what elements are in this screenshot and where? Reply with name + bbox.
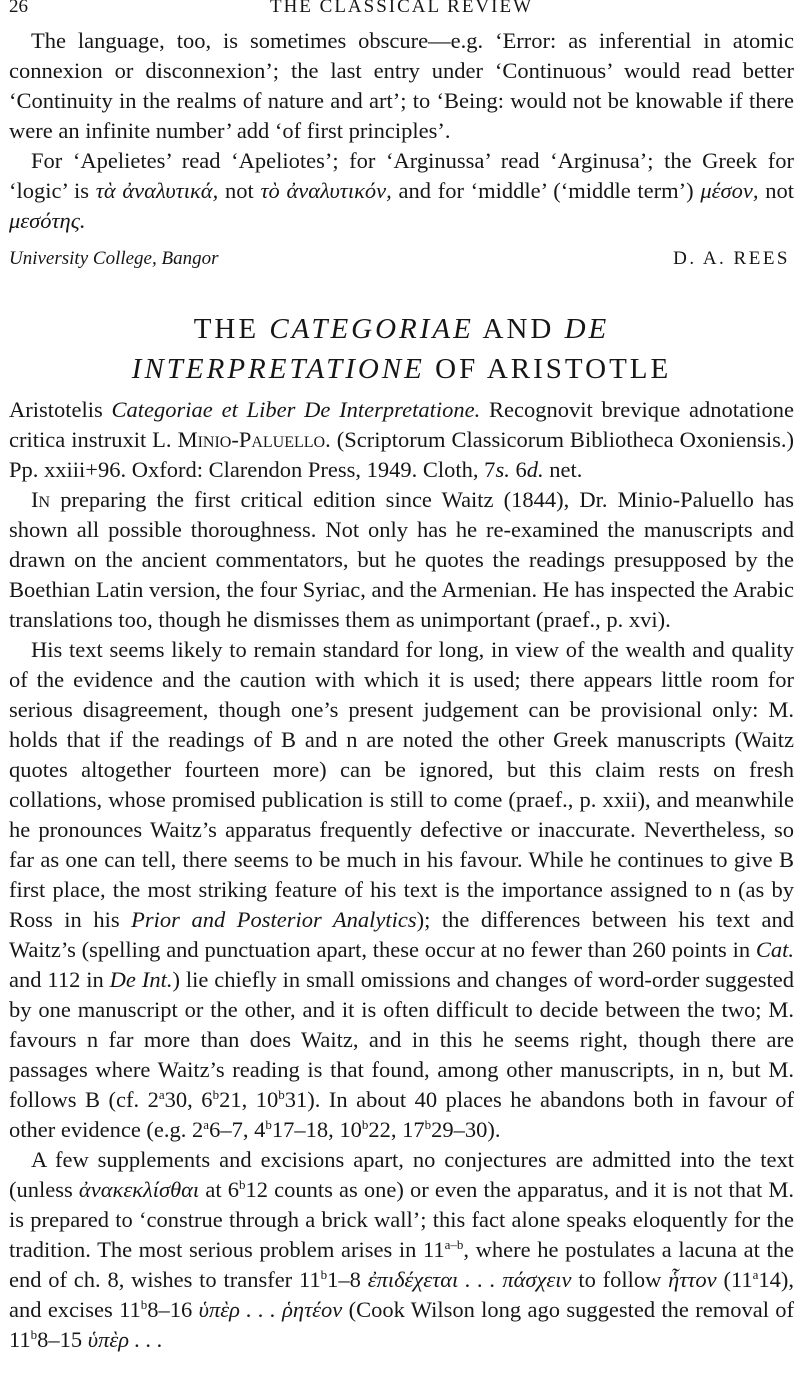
title-word: CATEGORIAE [269, 313, 474, 345]
superscript: a [752, 1267, 759, 1282]
text-run: (Cook Wilson long ago suggested the removal of 11 [9, 1297, 795, 1352]
journal-title: THE CLASSICAL REVIEW [269, 0, 534, 17]
review-signoff [9, 247, 794, 271]
greek-term: ἧττον [668, 1267, 717, 1292]
italic-title: Prior and Posterior Analytics [131, 907, 417, 932]
text-run: 1–8 [327, 1267, 361, 1292]
review-paragraph [9, 635, 794, 1145]
running-head [9, 0, 794, 18]
greek-term: μέσον, [700, 178, 759, 203]
biblio-title: Categoriae et Liber De Interpretatione. [111, 397, 481, 422]
greek-term: ἀνακεκλίσθαι [78, 1177, 200, 1202]
lead-word: In [31, 487, 51, 512]
text-run: 22, 17 [368, 1117, 425, 1142]
text-run: A few supplements and excisions apart, no conjectures are admitted into the text (unless [9, 1147, 794, 1202]
superscript: a–b [444, 1237, 464, 1252]
bibliographic-entry [9, 395, 794, 485]
biblio-editor: Minio-Paluello. [177, 427, 331, 452]
title-word: AND [482, 313, 555, 345]
text-run: 17–18, 10 [271, 1117, 362, 1142]
superscript: b [212, 1087, 220, 1102]
biblio-text: Recognovit brevique adnotatione critica instruxit L. [9, 397, 794, 452]
biblio-text: d. [526, 457, 544, 482]
text-run: at 6 [205, 1177, 239, 1202]
text-run: 30, 6 [164, 1087, 213, 1112]
text-run: For ‘Apelietes’ read ‘Apeliotes’; for ‘Arginussa’ read ‘Arginusa’; the Greek for ‘logic’ is [9, 148, 794, 203]
page-number: 26 [9, 0, 28, 17]
greek-term: μεσότης. [9, 208, 86, 233]
paragraph-text: preparing the first critical edition since Waitz (1844), Dr. Minio-Paluello has shown all possible thoroughness. Not only has he re-examined the manuscripts and drawn on the ancient commentators, but he quotes the readings presupposed by the Boethian Latin version, the four Syriac, and the Armenian. He has inspected the Arabic translations too, though he dismisses them as unimportant (praef., p. xvi). [9, 487, 795, 632]
greek-term: ὑπὲρ . . . ῥητέον [198, 1297, 343, 1322]
italic-title: Cat. [755, 937, 795, 962]
text-run: , where he postulates a lacuna at the end of ch. 8, wishes to transfer 11 [9, 1237, 794, 1292]
text-run: 31). In about 40 places he abandons both in favour of other evidence (e.g. 2 [9, 1087, 795, 1142]
text-run: 29–30). [431, 1117, 501, 1142]
superscript: a [158, 1087, 165, 1102]
text-run: ) lie chiefly in small omissions and changes of word-order suggested by one manuscript or the other, and it is often difficult to decide between the two; M. favours n far more than does Waitz, and in this he seems right, though there are passages where Waitz’s reading is that found, among other manuscripts, in n, but M. follows B (cf. 2 [9, 967, 795, 1112]
superscript: b [320, 1267, 328, 1282]
previous-review-paragraph [9, 146, 794, 236]
text-run: to follow [578, 1267, 662, 1292]
superscript: b [238, 1177, 246, 1192]
text-run: not [765, 178, 794, 203]
text-run: and for ‘middle’ (‘middle term’) [398, 178, 694, 203]
superscript: b [140, 1297, 148, 1312]
text-run: 6–7, 4 [209, 1117, 266, 1142]
previous-review-paragraph [9, 26, 794, 146]
biblio-text: net. [549, 457, 583, 482]
title-word: INTERPRETATIONE [131, 353, 425, 385]
title-word: DE [564, 313, 610, 345]
superscript: a [203, 1117, 210, 1132]
biblio-text: 6 [515, 457, 527, 482]
greek-term: τὰ ἀναλυτικά, [95, 178, 219, 203]
reviewer-name: D. A. REES [673, 248, 790, 269]
review-paragraph [9, 485, 794, 635]
greek-term: τὸ ἀναλυτικόν, [260, 178, 392, 203]
text-run: not [224, 178, 254, 203]
text-run: (11 [723, 1267, 753, 1292]
title-word: THE [193, 313, 260, 345]
text-run: His text seems likely to remain standard for long, in view of the wealth and quality of the evidence and the caution with which it is used; there appears little room for serious disagreement, though one’s present judgement can be provisional only: M. holds that if the readings of B and n are noted the other Greek manuscripts (Waitz quotes altogether fourteen more) can be ignored, but this claim rests on fresh collations, whose promised publication is still to come (praef., p. xxii), and meanwhile he pronounces Waitz’s apparatus frequently defective or inaccurate. Nevertheless, so far as one can tell, there seems to be much in his favour. While he continues to give B first place, the most striking feature of his text is the importance assigned to n (as by Ross in his [9, 637, 794, 932]
text-run: ); the differences between his text and Waitz’s (spelling and punctuation apart, these occur at no fewer than 260 points in [9, 907, 795, 962]
superscript: b [278, 1087, 285, 1102]
review-paragraph [9, 1145, 794, 1355]
biblio-text: s. [495, 457, 510, 482]
text-run: 21, 10 [219, 1087, 279, 1112]
biblio-text: (Scriptorum Classicorum Bibliotheca Oxoniensis.) Pp. xxiii+96. Oxford: Clarendon Press, 1949. Cloth, 7 [9, 427, 795, 482]
title-word: OF ARISTOTLE [435, 353, 672, 385]
text-run: 8–15 [37, 1327, 83, 1352]
greek-term: ὑπὲρ . . . [87, 1327, 163, 1352]
paragraph-text: The language, too, is sometimes obscure—e.g. ‘Error: as inferential in atomic connexion or disconnexion’; the last entry under ‘Continuous’ would read better ‘Continuity in the realms of nature and art’; to ‘Being: would not be knowable if there were an infinite number’ add ‘of first principles’. [9, 28, 794, 143]
superscript: b [361, 1117, 369, 1132]
superscript: b [424, 1117, 432, 1132]
text-run: and 112 in [9, 967, 104, 992]
biblio-author: Aristotelis [9, 397, 103, 422]
superscript: b [265, 1117, 272, 1132]
reviewer-institution: University College, Bangor [9, 248, 219, 269]
text-run: 12 counts as one) or even the apparatus, and it is not that M. is prepared to ‘construe through a brick wall’; this fact alone speaks eloquently for the tradition. The most serious problem arises in 11 [9, 1177, 795, 1262]
text-run: 14), and excises 11 [9, 1267, 795, 1322]
review-title [9, 309, 794, 389]
superscript: b [30, 1327, 38, 1342]
italic-title: De Int. [109, 967, 173, 992]
text-run: 8–16 [147, 1297, 193, 1322]
greek-term: ἐπιδέχεται . . . πάσχειν [367, 1267, 572, 1292]
